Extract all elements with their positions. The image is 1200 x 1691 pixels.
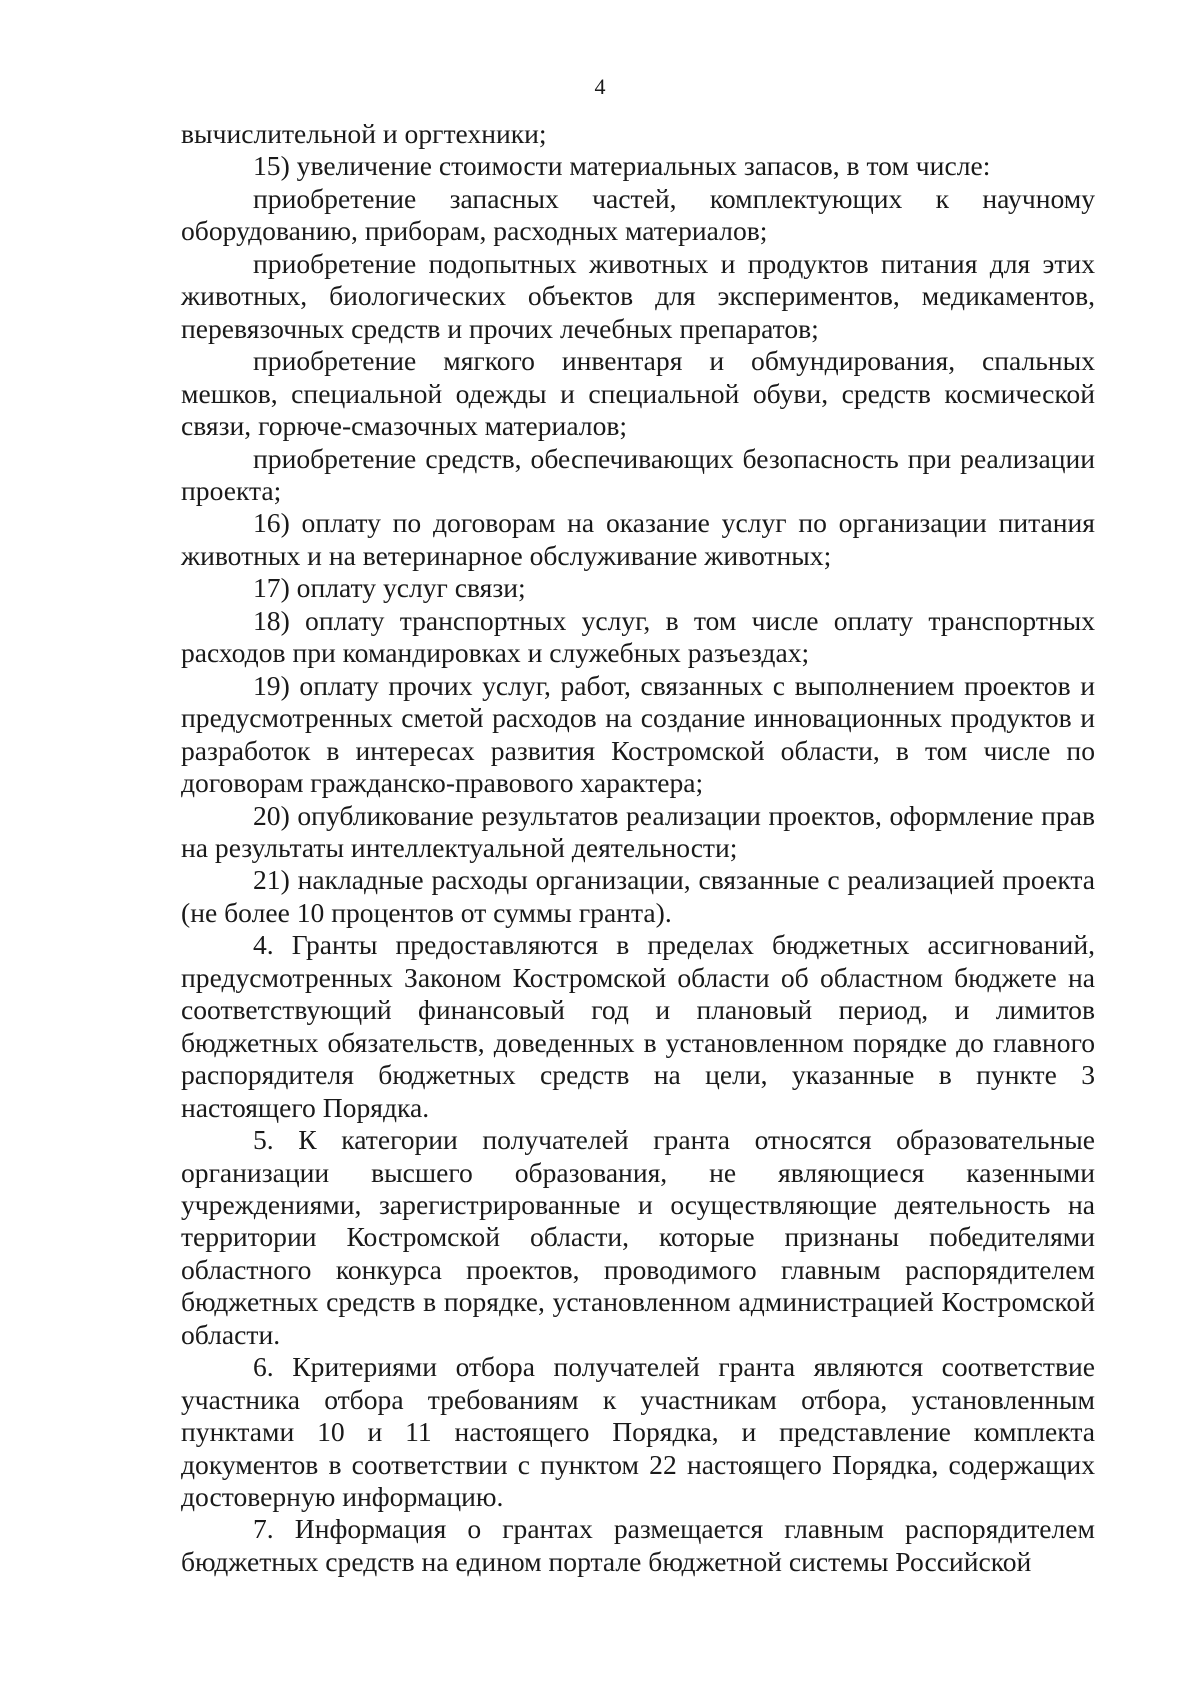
page-number: 4 [594, 74, 606, 99]
paragraph: 15) увеличение стоимости материальных запасов, в том числе: [253, 150, 991, 182]
paragraph: 20) опубликование результатов реализации проектов, оформление прав на результаты интеллектуальной деятельности; [181, 799, 1095, 863]
paragraph: 18) оплату транспортных услуг, в том числе оплату транспортных расходов при командировках и служебных разъездах; [181, 604, 1095, 669]
paragraph: 6. Критериями отбора получателей гранта являются соответствие участника отбора требованиям к участникам отбора, установленным пунктами 10 и 11 настоящего Порядка, и представление комплекта документов в соответствии с пунктом 22 настоящего Порядка, содержащих достоверную информацию. [181, 1351, 1095, 1513]
paragraph: 21) накладные расходы организации, связанные с реализацией проекта (не более 10 процентов от суммы гранта). [181, 864, 1095, 928]
document-body [181, 118, 1095, 1578]
paragraph: приобретение средств, обеспечивающих безопасность при реализации проекта; [181, 442, 1095, 506]
paragraph: вычислительной и оргтехники; [181, 118, 547, 149]
paragraph: 5. К категории получателей гранта относятся образовательные организации высшего образования, не являющиеся казенными учреждениями, зарегистрированные и осуществляющие деятельность на территории Костромской области, которые признаны победителями областного конкурса проектов, проводимого главным распорядителем бюджетных средств в порядке, установленном администрацией Костромской области. [181, 1124, 1095, 1350]
paragraph: 19) оплату прочих услуг, работ, связанных с выполнением проектов и предусмотренных сметой расходов на создание инновационных продуктов и разработок в интересах развития Костромской области, в том числе по договорам гражданско-правового характера; [181, 669, 1095, 799]
paragraph: 16) оплату по договорам на оказание услуг по организации питания животных и на ветеринарное обслуживание животных; [181, 507, 1095, 571]
paragraph: приобретение подопытных животных и продуктов питания для этих животных, биологических объектов для экспериментов, медикаментов, перевязочных средств и прочих лечебных препаратов; [181, 247, 1095, 344]
paragraph: приобретение мягкого инвентаря и обмундирования, спальных мешков, специальной одежды и специальной обуви, средств космической связи, горюче-смазочных материалов; [181, 345, 1095, 442]
paragraph: 7. Информация о грантах размещается главным распорядителем бюджетных средств на едином портале бюджетной системы Российской [181, 1513, 1095, 1577]
paragraph: 17) оплату услуг связи; [253, 572, 526, 604]
paragraph: приобретение запасных частей, комплектующих к научному оборудованию, приборам, расходных материалов; [181, 182, 1095, 247]
paragraph: 4. Гранты предоставляются в пределах бюджетных ассигнований, предусмотренных Законом Костромской области об областном бюджете на соответствующий финансовый год и плановый период, и лимитов бюджетных обязательств, доведенных в установленном порядке до главного распорядителя бюджетных средств на цели, указанные в пункте 3 настоящего Порядка. [181, 929, 1095, 1123]
